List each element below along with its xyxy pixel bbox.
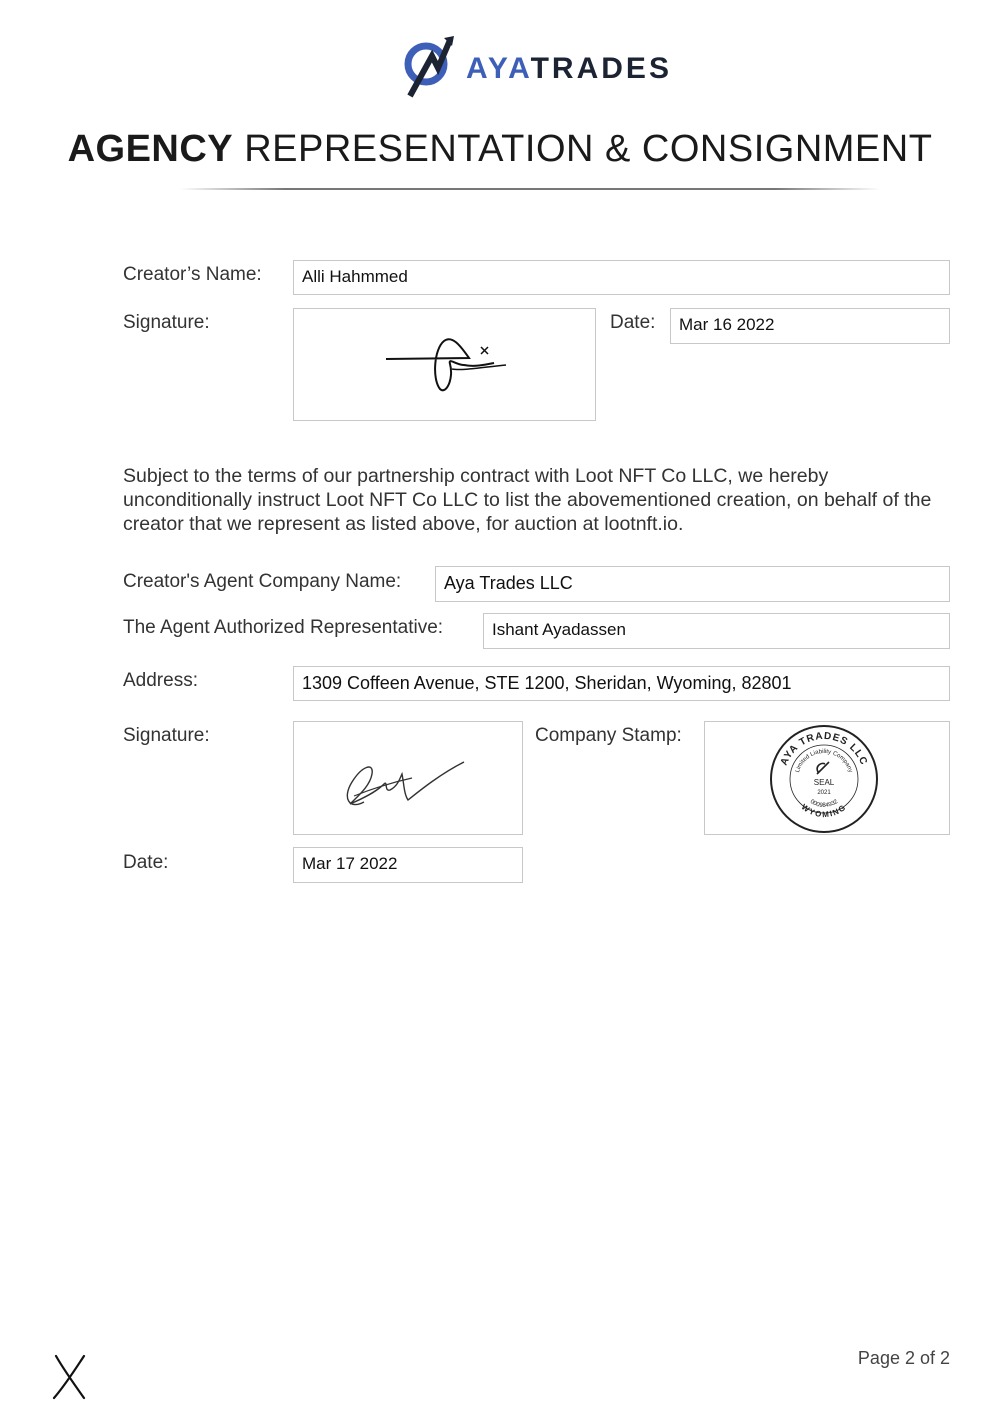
- seal-center-text: SEAL: [813, 778, 835, 787]
- agent-company-field[interactable]: Aya Trades LLC: [435, 566, 950, 602]
- x-mark-image: [50, 1352, 90, 1400]
- title-bold: AGENCY: [67, 128, 234, 170]
- company-stamp-box[interactable]: [704, 721, 950, 835]
- brand-aya: AYA: [466, 52, 531, 85]
- agent-company-label: Creator's Agent Company Name:: [123, 571, 402, 592]
- agent-rep-field[interactable]: Ishant Ayadassen: [483, 613, 950, 649]
- initial-mark: [50, 1352, 90, 1405]
- seal-bottom-text: WYOMING: [799, 802, 849, 820]
- seal-top-text: AYA TRADES LLC: [778, 730, 870, 768]
- address-field[interactable]: 1309 Coffeen Avenue, STE 1200, Sheridan, Wyoming, 82801: [293, 666, 950, 701]
- brand-trades: TRADES: [530, 52, 672, 85]
- seal-inner-text: Limited Liability Company: [794, 748, 854, 774]
- agent-date-field[interactable]: Mar 17 2022: [293, 847, 523, 883]
- agent-signature-image: [294, 722, 522, 832]
- company-seal-image: [705, 722, 949, 834]
- creator-name-field[interactable]: Alli Hahmmed: [293, 260, 950, 295]
- document-title: [0, 128, 1000, 171]
- brand-logo: [402, 34, 672, 104]
- creator-name-label: Creator’s Name:: [123, 264, 262, 285]
- agent-date-label: Date:: [123, 852, 169, 873]
- creator-signature-label: Signature:: [123, 312, 210, 333]
- seal-year-text: 2021: [817, 790, 831, 796]
- creator-date-field[interactable]: Mar 16 2022: [670, 308, 950, 344]
- page-number: Page 2 of 2: [857, 1348, 950, 1368]
- statement-paragraph: Subject to the terms of our partnership contract with Loot NFT Co LLC, we hereby unconditionally instruct Loot NFT Co LLC to list the abovementioned creation, on behalf of the creator that we represent as listed above, for auction at lootnft.io.: [123, 465, 932, 535]
- seal-logo-icon: [817, 762, 829, 774]
- seal-number-text: 000984932: [808, 798, 840, 809]
- creator-signature-box[interactable]: [293, 308, 596, 421]
- agent-signature-box[interactable]: [293, 721, 523, 835]
- agent-rep-label: The Agent Authorized Representative:: [123, 617, 444, 638]
- address-label: Address:: [123, 670, 198, 691]
- creator-signature-image: [294, 309, 594, 419]
- company-stamp-label: Company Stamp:: [535, 725, 682, 746]
- agent-signature-label: Signature:: [123, 725, 210, 746]
- creator-date-label: Date:: [610, 312, 656, 333]
- aya-trades-logo-icon: [402, 34, 458, 102]
- brand-name: [466, 52, 672, 86]
- title-divider: [180, 188, 880, 190]
- title-rest: REPRESENTATION & CONSIGNMENT: [233, 128, 933, 170]
